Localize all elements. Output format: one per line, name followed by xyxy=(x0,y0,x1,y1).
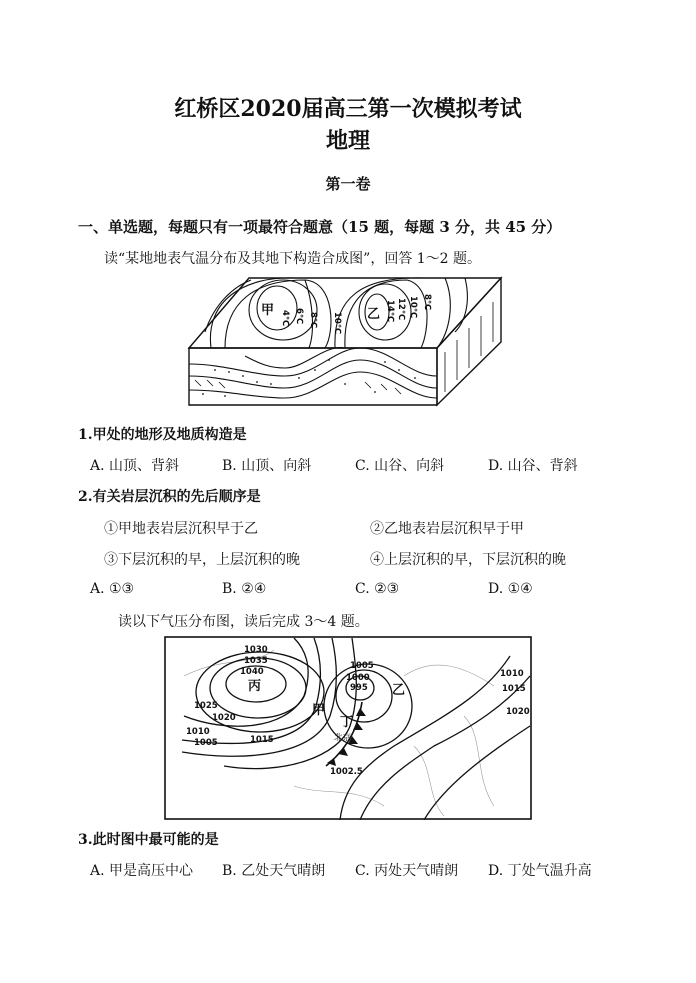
q3-option-a[interactable]: A. 甲是高压中心 xyxy=(90,863,194,879)
q2-statement-4: ④上层沉积的早，下层沉积的晚 xyxy=(370,552,566,568)
q3-option-c[interactable]: C. 丙处天气晴朗 xyxy=(355,863,459,879)
label-ding: 丁 xyxy=(340,715,354,730)
q2-option-d[interactable]: D. ①④ xyxy=(488,581,533,597)
label-bing: 丙 xyxy=(248,679,262,694)
label-yi: 乙 xyxy=(367,307,381,322)
isobar-1005-low: 1005 xyxy=(350,661,374,671)
geology-block-diagram xyxy=(185,272,505,412)
label-6c: 6℃ xyxy=(294,308,304,325)
q2-statement-1: ①甲地表岩层沉积早于乙 xyxy=(104,521,258,537)
q2-option-b[interactable]: B. ②④ xyxy=(222,581,267,597)
isobar-1010: 1010 xyxy=(186,727,210,737)
label-10c-right: 10℃ xyxy=(408,296,418,319)
label-12c: 12℃ xyxy=(396,298,406,321)
q3-option-b[interactable]: B. 乙处天气晴朗 xyxy=(222,863,326,879)
label-yi-map: 乙 xyxy=(392,683,406,698)
isobar-1002-5: 1002.5 xyxy=(330,767,363,777)
q3-option-d[interactable]: D. 丁处气温升高 xyxy=(488,863,592,879)
q1-option-b[interactable]: B. 山顶、向斜 xyxy=(222,458,312,474)
figure1-intro: 读“某地地表气温分布及其地下构造合成图”，回答 1～2 题。 xyxy=(104,251,482,267)
volume-title: 第一卷 xyxy=(325,175,371,193)
label-jia: 甲 xyxy=(261,303,275,318)
section-heading: 一、单选题，每题只有一项最符合题意（15 题，每题 3 分，共 45 分） xyxy=(78,218,562,236)
q1-option-a[interactable]: A. 山顶、背斜 xyxy=(90,458,180,474)
isobar-995: 995 xyxy=(350,683,368,693)
isobar-1005: 1005 xyxy=(194,738,218,748)
q2-statement-2: ②乙地表岩层沉积早于甲 xyxy=(370,521,524,537)
isobar-1000: 1000 xyxy=(346,673,370,683)
exam-title: 红桥区2020届高三第一次模拟考试 xyxy=(174,96,522,122)
q2-statement-3: ③下层沉积的早，上层沉积的晚 xyxy=(104,552,300,568)
isobar-1020: 1020 xyxy=(212,713,236,723)
isobar-1025: 1025 xyxy=(194,701,218,711)
q2-option-a[interactable]: A. ①③ xyxy=(90,581,135,597)
q3-stem: 3.此时图中最可能的是 xyxy=(78,832,219,848)
q1-option-c[interactable]: C. 山谷、向斜 xyxy=(355,458,445,474)
subject-title: 地理 xyxy=(325,128,370,154)
isobar-1015: 1015 xyxy=(250,735,274,745)
q1-stem: 1.甲处的地形及地质构造是 xyxy=(78,427,247,443)
label-14c: 14℃ xyxy=(385,300,395,323)
isobar-1040: 1040 xyxy=(240,667,264,677)
isobar-1015-right: 1015 xyxy=(502,684,526,694)
pressure-map xyxy=(164,636,532,820)
q2-stem: 2.有关岩层沉积的先后顺序是 xyxy=(78,489,261,505)
label-jia-map: 甲 xyxy=(312,703,326,718)
isobar-1020-right: 1020 xyxy=(506,707,530,717)
isobar-1035: 1035 xyxy=(244,656,268,666)
label-10c-left: 10℃ xyxy=(332,312,342,335)
label-beijing: 北京 xyxy=(334,733,352,743)
label-4c: 4℃ xyxy=(280,310,290,327)
label-8c-left: 8℃ xyxy=(308,312,318,329)
isobar-1010-right: 1010 xyxy=(500,669,524,679)
q2-option-c[interactable]: C. ②③ xyxy=(355,581,400,597)
q1-option-d[interactable]: D. 山谷、背斜 xyxy=(488,458,578,474)
figure2-intro: 读以下气压分布图，读后完成 3～4 题。 xyxy=(118,614,369,630)
isobar-1030: 1030 xyxy=(244,645,268,655)
label-8c-right: 8℃ xyxy=(422,294,432,311)
